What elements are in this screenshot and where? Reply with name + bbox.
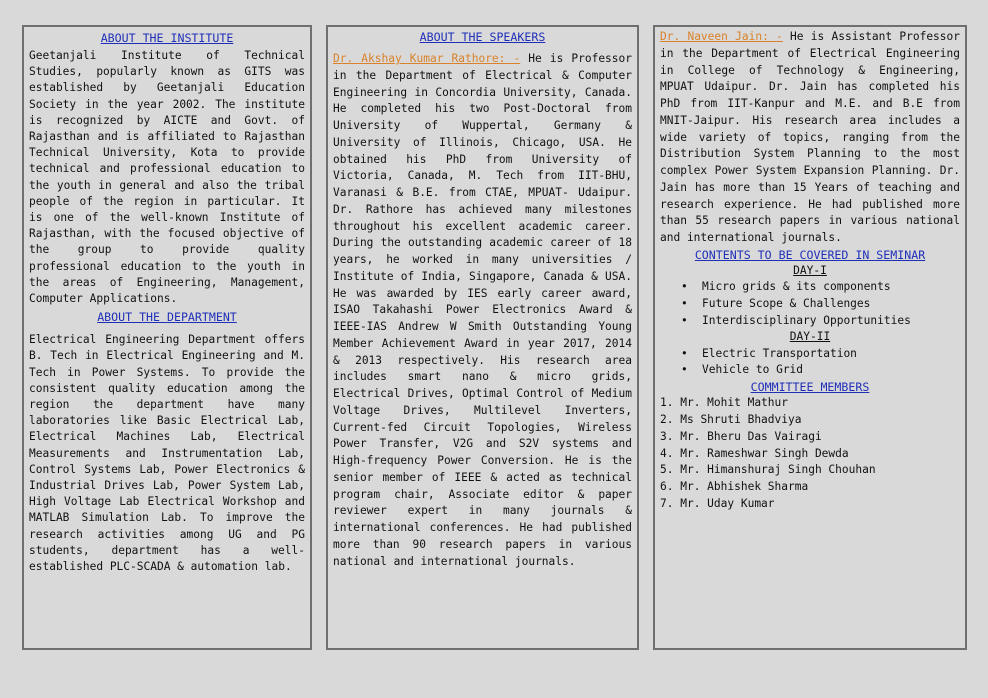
list-item: • Interdisciplinary Opportunities [702, 313, 960, 330]
department-heading: ABOUT THE DEPARTMENT [97, 310, 237, 325]
bullet-icon: • [681, 346, 688, 360]
contents-heading: CONTENTS TO BE COVERED IN SEMINAR [694, 247, 926, 262]
bullet-icon: • [681, 296, 688, 310]
bullet-icon: • [681, 279, 688, 293]
institute-panel [22, 25, 312, 650]
list-item: 4. Mr. Rameshwar Singh Dewda [660, 446, 849, 460]
committee-heading: COMMITTEE MEMBERS [750, 380, 870, 395]
speakers-heading: ABOUT THE SPEAKERS [419, 30, 546, 44]
institute-text: Geetanjali Institute of Technical Studies, popularly known as GITS was established by Geetanjali Education Society in the year 2002. The institute is recognized by AICTE and Govt. of Rajasthan and is affiliated to Rajasthan Technical University, Kota to provide technical and professional education to the youth in general and also the tribal people of the region in particular. It is one of the well-known Institute of Rajasthan, with the focused objective of the group to provide quality professional education to the youth in the areas of Engineering, Management, Computer Applications. [29, 49, 305, 306]
speaker2-text: He is Assistant Professor in the Department of Electrical Engineering in College of Technology & Engineering, MPUAT Udaipur. Dr. Jain has completed his PhD from IIT-Kanpur and M.E. and B.E from MNIT-Jaipur. His research area includes a wide variety of topics, ranging from the Distribution System Planning to the most complex Power System Expansion Planning. Dr. Jain has more than 15 Years of teaching and research experience. He had published more than 55 research papers in various national and international journals. [660, 30, 960, 244]
list-item: • Vehicle to Grid [702, 362, 960, 379]
list-item: • Future Scope & Challenges [702, 296, 960, 313]
speaker1-name: Dr. Akshay Kumar Rathore: - [333, 52, 521, 65]
bullet-icon: • [681, 313, 688, 327]
list-item: 6. Mr. Abhishek Sharma [660, 480, 809, 494]
list-item: 2. Ms Shruti Bhadviya [660, 412, 802, 426]
institute-heading: ABOUT THE INSTITUTE [100, 31, 234, 45]
list-item: 1. Mr. Mohit Mathur [660, 396, 789, 410]
list-item: 5. Mr. Himanshuraj Singh Chouhan [660, 463, 876, 477]
committee-list [660, 395, 960, 513]
day1-label: DAY-I [793, 263, 827, 277]
speaker1-text: He is Professor in the Department of Electrical & Computer Engineering in Concordia University, Canada. He completed his two Post-Doctoral from University of Wuppertal, Germany & University of Illinois, Chicago, USA. He obtained his PhD from University of Victoria, Canada, M. Tech from IIT-BHU, Varanasi & B.E. from CTAE, MPUAT- Udaipur. Dr. Rathore has achieved many milestones throughout his excellent academic career. During the outstanding academic career of 18 years, he worked in many universities / Institute of India, Singapore, Canada & USA. He was awarded by IES early career award, ISAO Takahashi Power Electronics Award & IEEE-IAS Andrew W Smith Outstanding Young Member Achievement Award in year 2017, 2014 & 2013 respectively. His research area includes smart nano & micro grids, Electrical Drives, Optimal Control of Medium Voltage Drives, Multilevel Inverters, Current-fed Circuit Topologies, Wireless Power Transfer, V2G and S2V systems and High-frequency Power Conversion. He is the senior member of IEEE & acted as technical program chair, Associate editor & paper reviewer expert in many journals & international conferences. He had published more than 90 research papers in various national and international journals. [333, 52, 632, 568]
list-item: 3. Mr. Bheru Das Vairagi [660, 429, 822, 443]
speaker1-bio [333, 51, 632, 570]
contents-panel [653, 25, 967, 650]
speaker2-bio [660, 29, 960, 247]
list-item: • Micro grids & its components [702, 279, 960, 296]
list-item: 7. Mr. Uday Kumar [660, 496, 775, 510]
day2-topics [660, 346, 960, 380]
list-item: • Electric Transportation [702, 346, 960, 363]
day1-topics [660, 279, 960, 329]
department-text: Electrical Engineering Department offers B. Tech in Electrical Engineering and M. Tech in Power Systems. To provide the consistent quality education among the region the department have many laboratories like Basic Electrical Lab, Electrical Machines Lab, Electrical Measurements and Instrumentation Lab, Control Systems Lab, Power Electronics & Industrial Drives Lab, Power System Lab, High Voltage Lab Electrical Workshop and MATLAB Simulation Lab. To improve the research activities among UG and PG students, department has a well-established PLC-SCADA & automation lab. [29, 333, 305, 574]
day2-label: DAY-II [789, 330, 831, 344]
speakers-panel [326, 25, 639, 650]
speaker2-name: Dr. Naveen Jain: - [660, 30, 783, 43]
bullet-icon: • [681, 363, 688, 377]
